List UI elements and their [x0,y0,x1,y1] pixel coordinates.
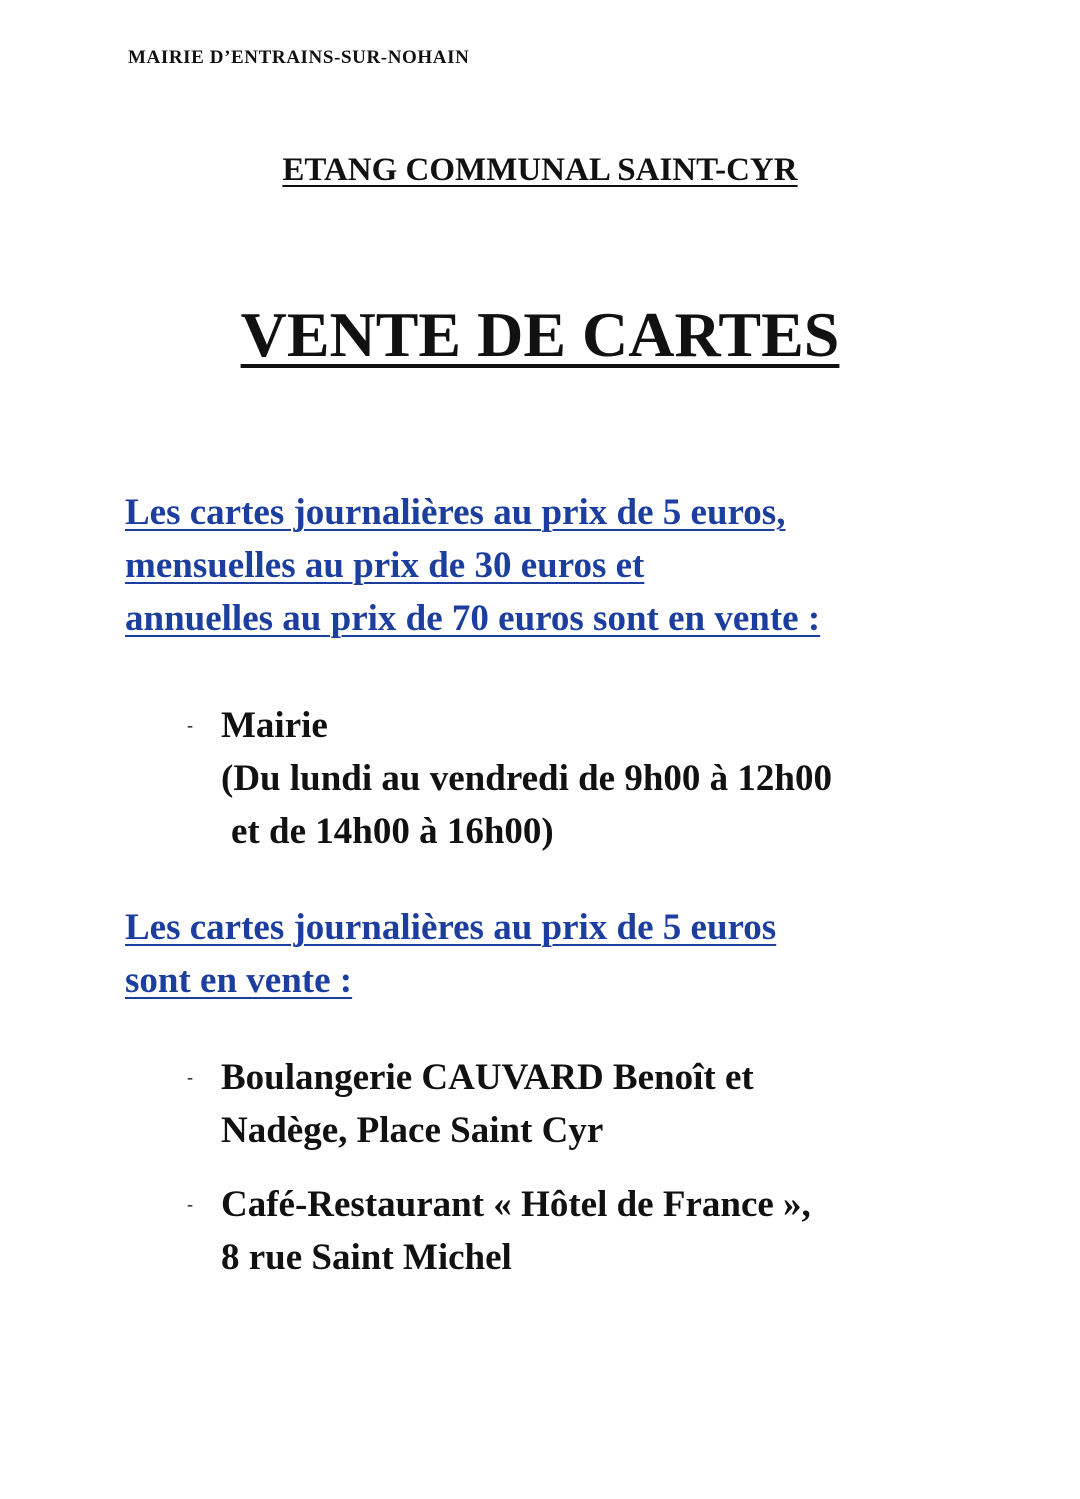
daily-card-paragraph [125,901,776,1007]
page-subtitle-text: ETANG COMMUNAL SAINT-CYR [282,152,798,188]
pricing-paragraph [125,486,820,645]
daily-card-line-text: Les cartes journalières au prix de 5 euros [125,907,777,948]
daily-card-line [125,901,776,954]
daily-card-line-text: sont en vente : [125,960,353,1001]
list-item-line: (Du lundi au vendredi de 9h00 à 12h00 [221,758,833,799]
bullet-dash: - [187,1067,193,1087]
pricing-line-text: Les cartes journalières au prix de 5 euros, [125,492,786,533]
pricing-line [125,592,820,645]
pricing-line-text: annuelles au prix de 70 euros sont en vente : [125,598,821,639]
list-item-line: Boulangerie CAUVARD Benoît et [221,1057,754,1098]
pricing-line [125,486,820,539]
pricing-line [125,539,820,592]
list-item-line: Mairie [221,705,328,746]
organization-name: MAIRIE D’ENTRAINS-SUR-NOHAIN [128,47,470,68]
page-title [0,298,1080,372]
list-item-line: et de 14h00 à 16h00) [231,811,554,852]
list-item-text [221,1178,811,1284]
daily-card-line [125,954,776,1007]
list-item-line: Nadège, Place Saint Cyr [221,1110,604,1151]
list-item-line: 8 rue Saint Michel [221,1237,512,1278]
list-item-line: Café-Restaurant « Hôtel de France », [221,1184,811,1225]
page-title-text: VENTE DE CARTES [240,299,840,370]
bullet-dash: - [187,715,193,735]
bullet-dash: - [187,1194,193,1214]
pricing-line-text: mensuelles au prix de 30 euros et [125,545,645,586]
list-item-text [221,699,832,858]
list-item-text [221,1051,754,1157]
page-subtitle [0,152,1080,189]
